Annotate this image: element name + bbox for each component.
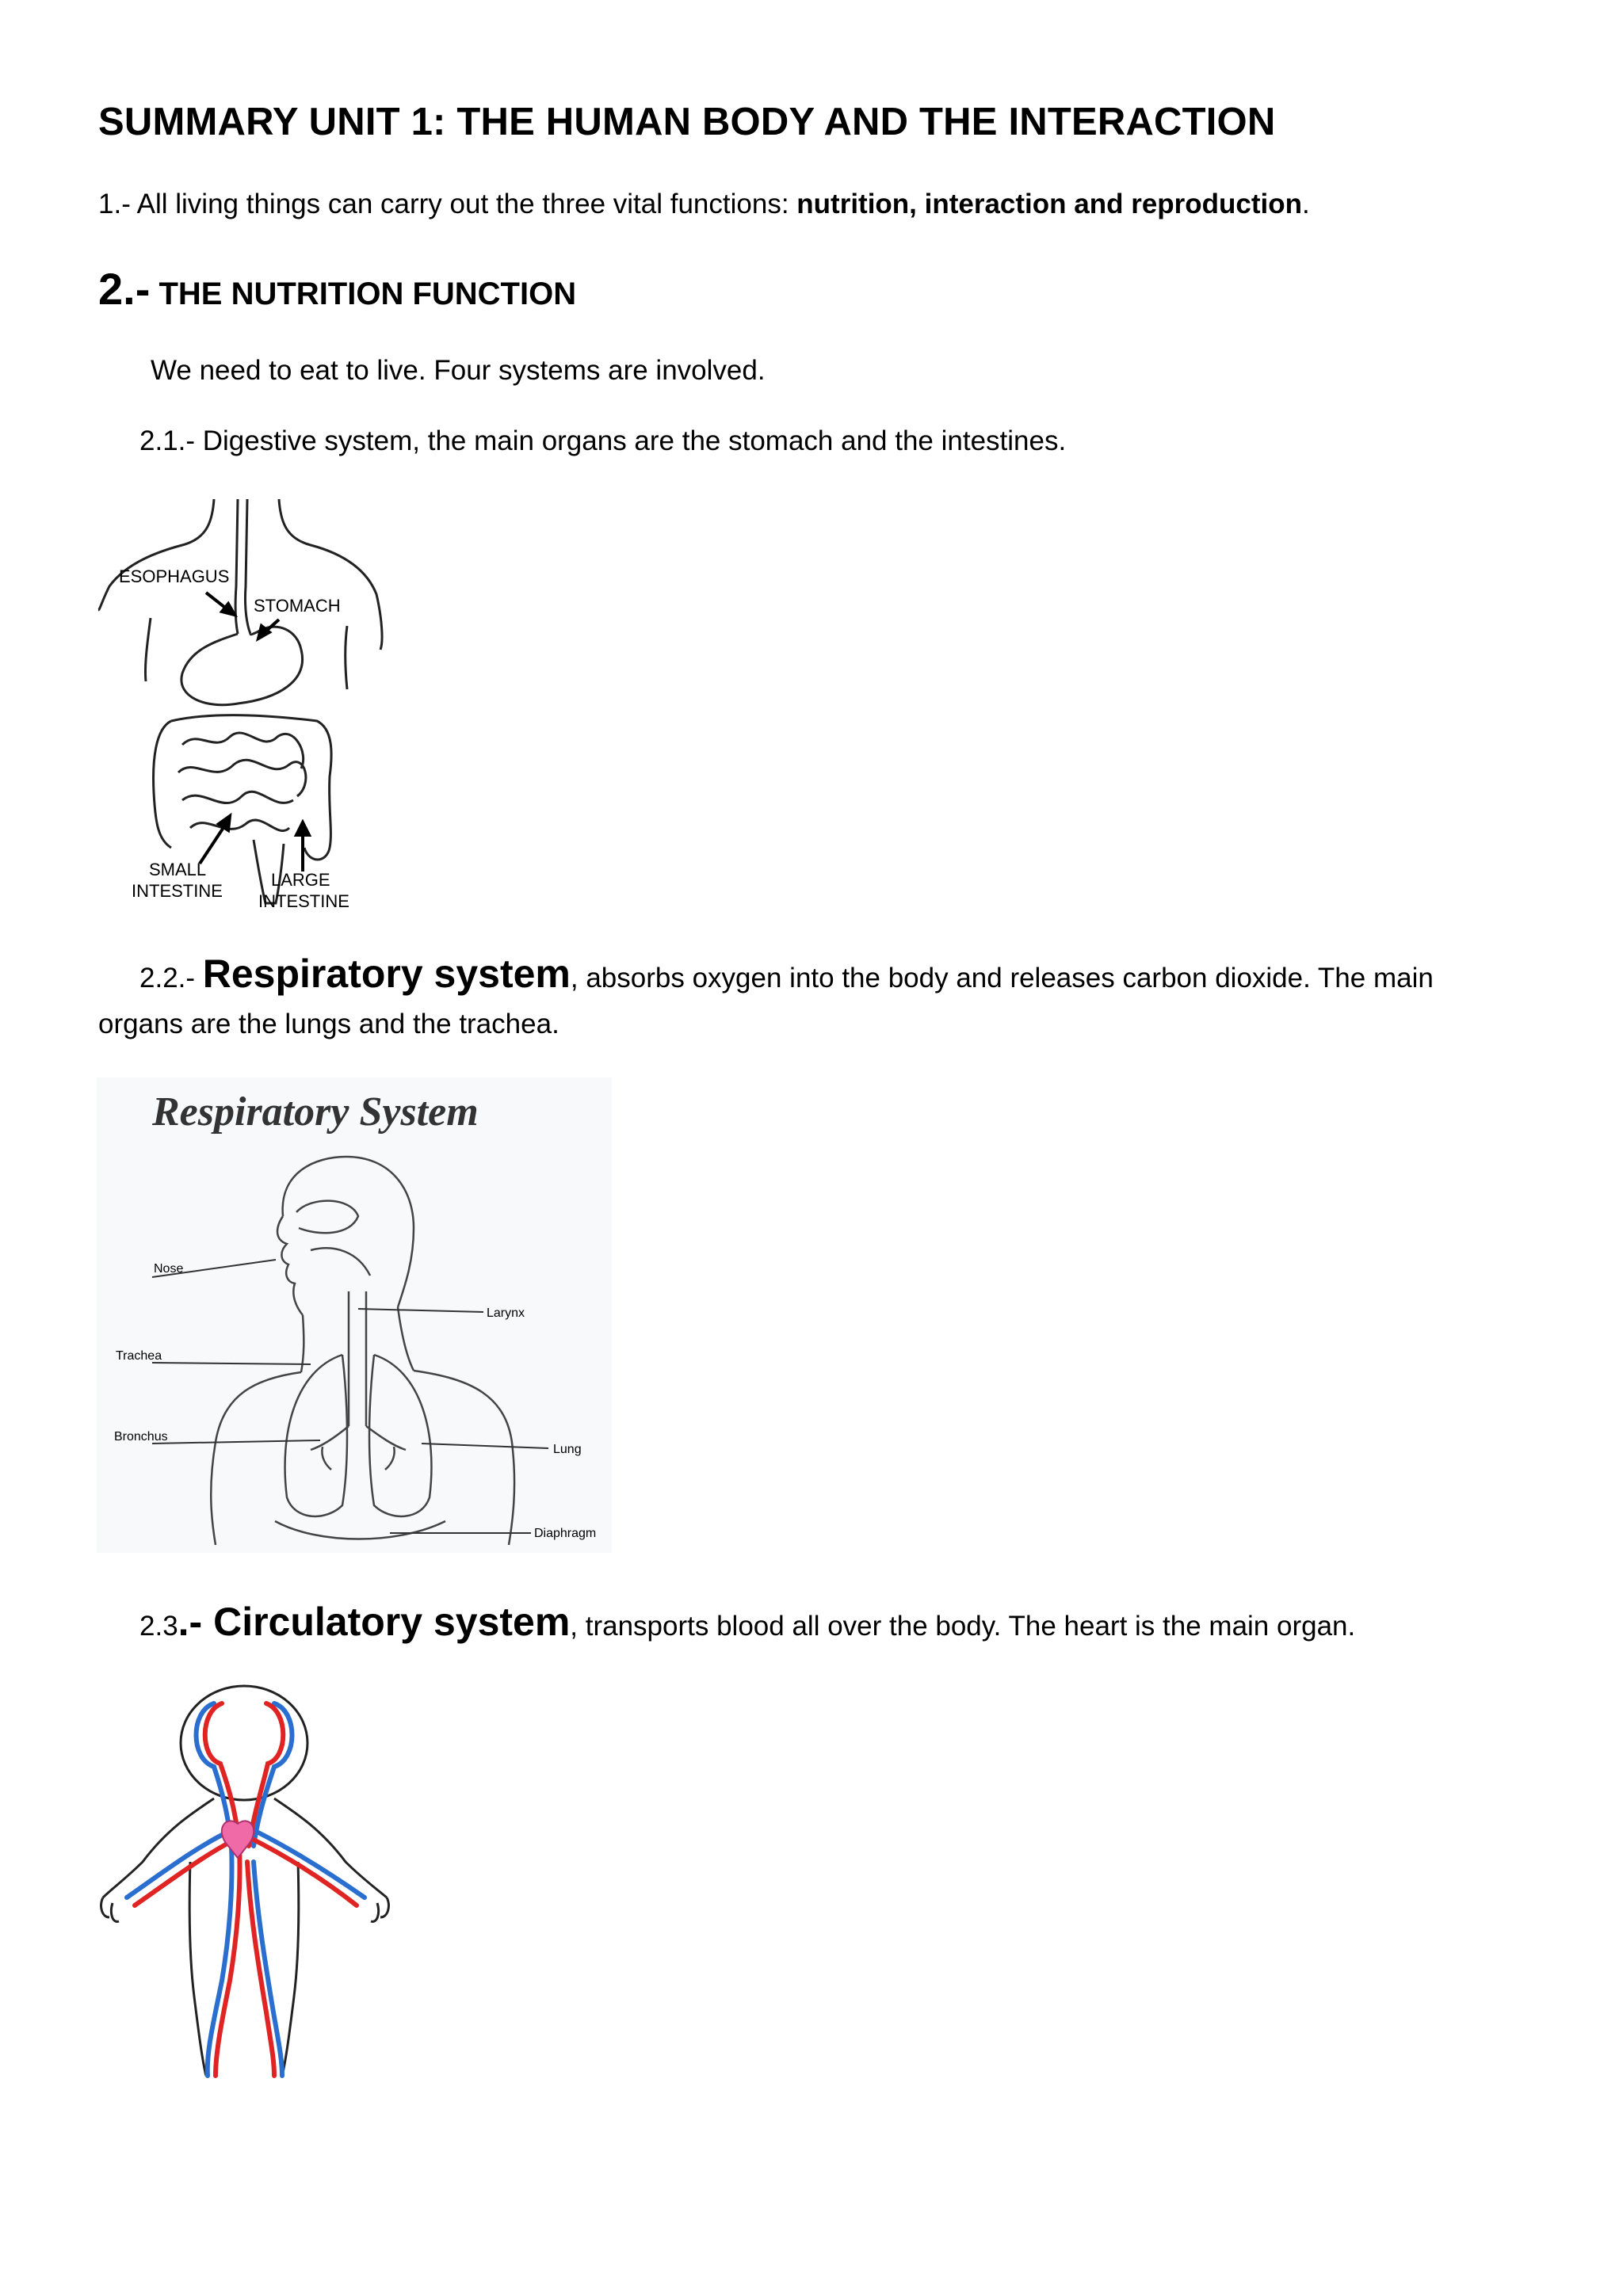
- vital-functions-bold: nutrition, interaction and reproduction: [796, 189, 1303, 219]
- respiratory-prefix: 2.2.-: [139, 963, 203, 994]
- respiratory-system-diagram: [97, 1077, 612, 1553]
- label-nose: Nose: [154, 1262, 184, 1276]
- heart-icon: [222, 1821, 254, 1858]
- label-large-intestine-1: LARGE: [271, 870, 330, 890]
- circulatory-text: , transports blood all over the body. The heart is the main organ.: [570, 1611, 1356, 1642]
- label-small-intestine-1: SMALL: [149, 860, 207, 879]
- section-number: 2.-: [98, 264, 151, 314]
- digestive-system-text: 2.1.- Digestive system, the main organs are the stomach and the intestines.: [139, 425, 1067, 456]
- nutrition-intro: We need to eat to live. Four systems are involved.: [151, 355, 766, 386]
- respiratory-system-paragraph: [98, 951, 1525, 1047]
- section-heading-nutrition: [98, 263, 576, 315]
- label-bronchus: Bronchus: [114, 1430, 168, 1444]
- label-large-intestine-2: INTESTINE: [258, 891, 349, 911]
- digestive-system-diagram: [95, 491, 396, 919]
- label-trachea: Trachea: [116, 1349, 162, 1363]
- circulatory-system-paragraph: [139, 1599, 1355, 1645]
- label-lung: Lung: [553, 1443, 582, 1456]
- label-small-intestine-2: INTESTINE: [132, 881, 223, 901]
- circulatory-dash: .-: [178, 1600, 214, 1644]
- page-title: SUMMARY UNIT 1: THE HUMAN BODY AND THE INTERACTION: [98, 101, 1276, 143]
- respiratory-text: , absorbs oxygen into the body and releases carbon dioxide. The main organs are the lungs and the trachea.: [98, 963, 1434, 1039]
- respiratory-name: Respiratory system: [202, 952, 571, 996]
- respiratory-diagram-title: Respiratory System: [152, 1089, 479, 1135]
- label-diaphragm: Diaphragm: [534, 1527, 597, 1540]
- circulatory-system-diagram: [95, 1680, 396, 2092]
- label-larynx: Larynx: [487, 1306, 525, 1320]
- vital-functions-end: .: [1302, 189, 1310, 219]
- label-esophagus: ESOPHAGUS: [119, 566, 230, 586]
- vital-functions-text: 1.- All living things can carry out the three vital functions:: [98, 189, 797, 219]
- section-title: THE NUTRITION FUNCTION: [158, 277, 577, 311]
- vital-functions-paragraph: [98, 189, 1310, 220]
- label-stomach: STOMACH: [254, 596, 341, 616]
- circulatory-name: Circulatory system: [213, 1600, 571, 1644]
- circulatory-prefix: 2.3: [139, 1611, 178, 1642]
